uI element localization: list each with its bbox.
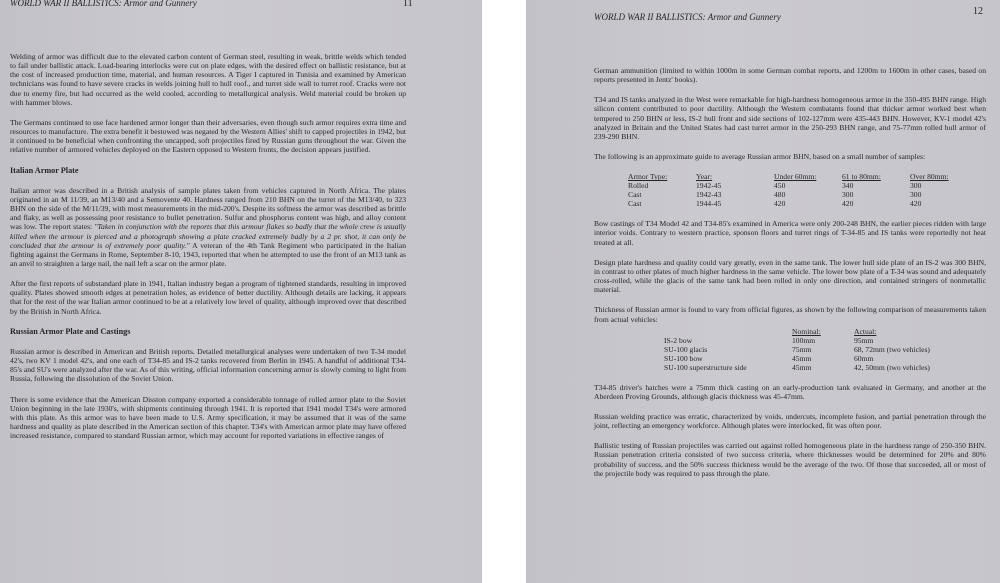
table-cell: 75mm bbox=[792, 344, 812, 354]
paragraph bbox=[10, 186, 406, 268]
table-cell: 420 bbox=[842, 199, 854, 209]
table-header-row bbox=[628, 172, 955, 181]
paragraph: T34-85 driver's hatches were a 75mm thick casting on an early-production tank evaluated in Germany, and another at the Aberdeen Proving Grounds, although glacis thickness was 45-47mm. bbox=[594, 382, 986, 401]
table-cell: 95mm bbox=[854, 335, 874, 345]
table-cell: 45mm bbox=[792, 353, 812, 363]
table-cell: 420 bbox=[910, 199, 922, 209]
table-row bbox=[628, 199, 955, 208]
table-cell: 300 bbox=[842, 190, 854, 200]
paragraph: T34 and IS tanks analyzed in the West were remarkable for high-hardness homogeneous armor in the 350-495 BHN range. High silicon content contributed to poor ductility. Although the Western combatants found that thicker armor worked best when tempered to 250 BHN or less, IS-2 hull front and side sections of 102-127mm were 435-443 BHN. However, KV-1 model 42's analyzed in Britain and the United States had cast turret armor in the 250-293 BHN range, and 75-77mm rolled hull armor of 239-290 BHN. bbox=[594, 95, 986, 141]
table-cell: 42, 50mm (two vehicles) bbox=[854, 362, 930, 372]
header-cell: Year: bbox=[696, 172, 713, 182]
table-cell: SU-100 superstructure side bbox=[664, 362, 747, 372]
header-cell: Over 80mm: bbox=[910, 172, 949, 182]
header-cell: 61 to 80mm: bbox=[842, 172, 881, 182]
header-cell: Nominal: bbox=[792, 326, 821, 336]
table-cell: Cast bbox=[628, 190, 642, 200]
bhn-table-block bbox=[594, 172, 986, 208]
table-cell: 100mm bbox=[792, 335, 816, 345]
table-cell: 480 bbox=[774, 190, 786, 200]
section-heading: Italian Armor Plate bbox=[10, 165, 79, 175]
table-cell: 1942-45 bbox=[696, 181, 722, 191]
table-row bbox=[628, 190, 955, 199]
table-cell: 60mm bbox=[854, 353, 874, 363]
paragraph: Ballistic testing of Russian projectiles was carried out against rolled homogeneous plate in the hardness range of 250-350 BHN. Russian penetration criteria consisted of two success criteria, where thicknesses would be determined for 20% and 80% probability of success, and the 50% success thickness would be the average of the two. Of those that succeeded, all or most of the projectile body was required to pass through the plate. bbox=[594, 441, 986, 478]
table-cell: 300 bbox=[910, 190, 922, 200]
table-row bbox=[664, 345, 936, 354]
table-cell: SU-100 glacis bbox=[664, 344, 708, 354]
section-heading: Russian Armor Plate and Castings bbox=[10, 326, 131, 336]
gutter bbox=[482, 0, 526, 583]
table-cell: 1944-45 bbox=[696, 199, 722, 209]
thickness-table bbox=[664, 327, 936, 372]
table-row bbox=[664, 354, 936, 363]
table-cell: 1942-43 bbox=[696, 190, 722, 200]
table-cell: 45mm bbox=[792, 362, 812, 372]
paragraph: Russian welding practice was erratic, characterized by voids, undercuts, incomplete fusion, and partial penetration through the joint, reflecting an emergency workforce. Although plates were interlocked, fit was often poor. bbox=[594, 411, 986, 431]
page-number: 12 bbox=[973, 6, 983, 17]
paragraph: The Germans continued to use face hardened armor longer than their adversaries, even though such armor requires extra time and resources to manufacture. The extra benefit it bestowed was negated by the Western Allies' shift to capped projectiles in 1942, but it continued to be beneficial when confronting the uncapped, soft projectiles fired by Russian guns throughout the war. Given the relative number of armored vehicles deployed on the Eastern opposed to Western fronts, the decision appears justified. bbox=[10, 117, 406, 155]
paragraph: The following is an approximate guide to average Russian armor BHN, based on a small number of samples: bbox=[594, 152, 926, 162]
paragraph: Thickness of Russian armor is found to vary from official figures, as shown by the following comparison of measurements taken from actual vehicles: bbox=[594, 305, 986, 324]
paragraph: Bow castings of T34 Model 42 and T34-85's examined in America were only 200-248 BHN, the earlier pieces ridden with large interior voids. Contrary to western practice, sponson floors and turret rings of T-34-85 and IS tanks were reportedly not heat treated at all. bbox=[594, 219, 986, 247]
page-number: 11 bbox=[403, 0, 413, 9]
page-body bbox=[10, 52, 406, 451]
paragraph-text: A veteran of the 4th Tank Regiment who participated in the Italian fighting against the Germans in Rome, September 8-10, 1943, reported that when he attempted to use the front of an M13 tank as an anvil to straighten a large nail, the nail left a scar on the armor plate. bbox=[10, 240, 406, 268]
table-cell: 300 bbox=[910, 181, 922, 191]
table-cell: 68, 72mm (two vehicles) bbox=[854, 344, 930, 354]
table-cell: 340 bbox=[842, 181, 854, 191]
paragraph-text: Italian armor was described in a British analysis of sample plates taken from vehicles captured in North Africa. The plates originated in an M 11/39, an M13/40 and a Semovente 40. Hardness ranged from 210 BHN on the turret of the M13/40, to 323 BHN on the side of the M/11/39, with most measurements in the mid-200's. Despite its softness the armor was described as brittle and flaky, as well as possessing poor resistance to bullet penetration. Sulfur and phosphorus content was high, and alloy content was low. The report states: bbox=[10, 185, 406, 232]
paragraph: German ammunition (limited to within 1000m in some German combat reports, and 1200m to 1600m in other cases, based on reports presented in Jentz' books). bbox=[594, 66, 986, 85]
table-cell: SU-100 bow bbox=[664, 353, 703, 363]
table-row bbox=[664, 336, 936, 345]
header-cell: Under 60mm: bbox=[774, 172, 817, 182]
header-cell: Armor Type: bbox=[628, 172, 668, 182]
table-header-row bbox=[664, 327, 936, 336]
table-cell: 450 bbox=[774, 181, 786, 191]
table-cell: Rolled bbox=[628, 181, 649, 191]
paragraph: Design plate hardness and quality could vary greatly, even in the same tank. The lower hull side plate of an IS-2 was 300 BHN, in contrast to other plates of much higher hardness in the same vehicle. The lower bow plate of a T-34 was sound and adequately cross-rolled, while the glacis of the same tank had been rolled in only one direction, and contained stringers of nonmetallic material. bbox=[594, 257, 986, 295]
quoted-text: "Taken in conjunction with the reports that this armour flakes so badly that the whole crew is usually killed when the armour is pierced and a photograph showing a plate cracked extremely badly by a 2 pr. shot, it can only be concluded that the armour is of extremely poor quality." bbox=[10, 222, 406, 250]
bhn-table bbox=[628, 172, 955, 208]
paragraph: Russian armor is described in American and British reports. Detailed metallurgical analyses were undertaken of two T-34 model 42's, two KV 1 model 42's, and one each of T34-85 and IS-2 tanks recovered from Berlin in 1945. A handful of additional T34-85's and SU's were analyzed after the war. As of this writing, official information concerning armor is slowly coming to light from Russia, following the dissolution of the Soviet Union. bbox=[10, 346, 406, 384]
paragraph: After the first reports of substandard plate in 1941, Italian industry began a program of tightened standards, resulting in improved quality. Plates showed smooth edges at penetration holes, as evidence of better ductility. Although details are lacking, it appears that for the rest of the war Italian armor continued to be at a relatively low level of quality, although improved over that described by the British in North Africa. bbox=[10, 279, 406, 316]
thickness-table-block bbox=[594, 327, 986, 372]
table-row bbox=[664, 363, 936, 372]
table-cell: Cast bbox=[628, 199, 642, 209]
paragraph: There is some evidence that the American Disston company exported a considerable tonnage of rolled armor plate to the Soviet Union beginning in the late 1930's, with shipments continuing through 1941. It is reported that 1941 model T34's were armored with this plate. As this armor was to have been made to U.S. Army specification, it may be assumed that it was of the same hardness and quality as plate described in the American section of this chapter. T34's with American armor plate may have offered increased resistance, compared to standard Russian armor, which may account for reported variations in effective ranges of bbox=[10, 394, 406, 441]
table-row bbox=[628, 181, 955, 190]
paragraph: Welding of armor was difficult due to the elevated carbon content of German steel, resulting in weak, brittle welds which tended to fail under ballistic attack. Load-bearing interlocks were cut on plate edges, with the desired effect on ballistic resistance, but at the cost of increased production time, material, and human resources. A Tiger I captured in Tunisia and examined by American technicians was found to have severe cracks in welds joining hull to hull roof., and turret side wall to turret roof. Cracks were not due to enemy fire, but had occurred as the weld cooled, according to metallurgical analysis. Weld material could be broken up with hammer blows. bbox=[10, 52, 406, 107]
header-cell: Actual: bbox=[854, 326, 877, 336]
header-cell bbox=[664, 327, 792, 336]
page-body bbox=[594, 66, 986, 489]
table-cell: 420 bbox=[774, 199, 786, 209]
running-header: WORLD WAR II BALLISTICS: Armor and Gunnery bbox=[594, 12, 781, 22]
table-cell: IS-2 bow bbox=[664, 335, 693, 345]
left-page bbox=[0, 0, 482, 583]
running-header: WORLD WAR II BALLISTICS: Armor and Gunnery bbox=[10, 0, 197, 8]
right-page bbox=[526, 0, 1000, 583]
